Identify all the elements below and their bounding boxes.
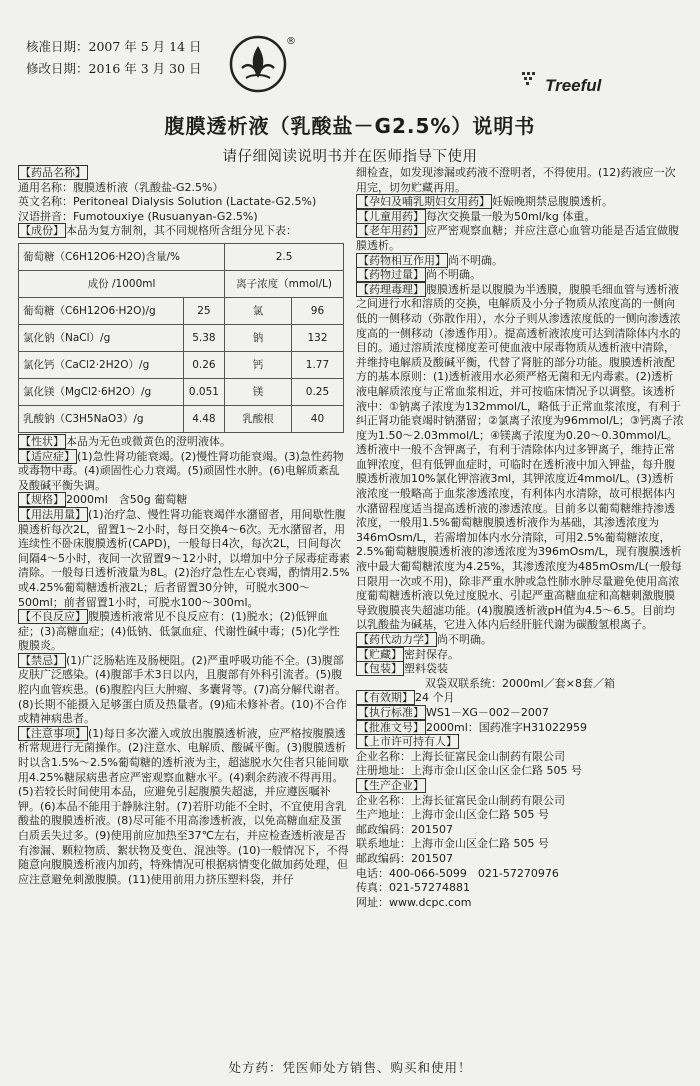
pinyin-name: 汉语拼音：Fumotouxiye (Rusuanyan-G2.5%) [18, 209, 258, 223]
ingredient-amount: 5.38 [183, 324, 224, 351]
storage-heading: 【贮藏】 [358, 647, 402, 661]
holder-address: 注册地址：上海市金山区金山区金仁路 505 号 [356, 764, 582, 778]
manufacturer-name: 企业名称：上海长征富民金山制药有限公司 [356, 793, 565, 807]
standard-text: WS1－XG－002－2007 [426, 705, 549, 719]
pharmacokinetics-text: 尚不明确。 [437, 633, 492, 646]
approval-number-heading: 【批准文号】 [358, 720, 424, 734]
website: 网址：www.dcpc.com [356, 895, 472, 909]
approval-date: 核准日期：2007 年 5 月 14 日 [26, 39, 202, 54]
drug-name-heading: 【药品名称】 [20, 166, 86, 179]
overdose-heading: 【药物过量】 [358, 268, 424, 282]
ion-name: 钙 [225, 351, 292, 378]
fax: 传真：021-57274881 [356, 881, 470, 895]
manufacturer-heading: 【生产企业】 [358, 778, 424, 792]
manufacturer-address: 生产地址：上海市金山区金仁路 505 号 [356, 808, 549, 822]
adverse-text: 腹膜透析液常见不良反应有：(1)脱水；(2)低钾血症；(3)高糖血症；(4)低钠、低氯血症、代谢性碱中毒；(5)化学性腹膜炎。 [18, 610, 340, 653]
left-column [18, 166, 350, 887]
document-title: 腹膜透析液（乳酸盐－G2.5%）说明书 [164, 114, 536, 138]
indications-text: (1)急性肾功能衰竭。(2)慢性肾功能衰竭。(3)急性药物或毒物中毒。(4)顽固性心力衰竭。(5)顽固性水肿。(6)电解质紊乱及酸碱平衡失调。 [18, 449, 344, 492]
ion-concentration: 40 [291, 405, 343, 432]
document-subtitle: 请仔细阅读说明书并在医师指导下使用 [222, 149, 478, 165]
pharmacokinetics-heading: 【药代动力学】 [358, 633, 435, 646]
spec-text: 2000ml 含50g 葡萄糖 [66, 493, 188, 507]
ion-name: 乳酸根 [225, 405, 292, 432]
table-row [19, 351, 344, 378]
ion-concentration: 1.77 [291, 351, 343, 378]
postal-code: 邮政编码：201507 [356, 822, 453, 836]
precautions-continued: 细检查，如发现渗漏或药液不澄明者，不得使用。(12)药液应一次用完，切勿贮藏再用。 [356, 166, 676, 194]
dates-block [26, 36, 202, 80]
usage-heading: 【用法用量】 [20, 507, 86, 521]
holder-name: 企业名称：上海长征富民金山制药有限公司 [356, 749, 565, 763]
english-name: 英文名称：Peritoneal Dialysis Solution (Lactate-G2.5%) [18, 195, 317, 209]
pregnancy-text: 妊娠晚期禁忌腹膜透析。 [492, 195, 613, 209]
table-row [19, 297, 344, 324]
table-row [19, 378, 344, 405]
usage-text: (1)治疗急、慢性肾功能衰竭伴水潴留者，用间歇性腹膜透析每次2L，留置1～2小时，每日交换4～6次。无水潴留者，用连续性不卧床腹膜透析(CAPD)，一般每日4次，每次2L，日间每次间隔4～5小时，夜间一次留置9～12小时，以增加中分子尿毒症毒素清除。一般每日透析液量为8L。(2)治疗急性左心衰竭，酌情用2.5%或4.25%葡萄糖透析液2L；后者留置30分钟，可脱水300～500ml；前者留置1小时，可脱水100～300ml。 [18, 507, 350, 609]
pharmacology-text: 腹膜透析是以腹膜为半透膜，腹膜毛细血管与透析液之间进行水和溶质的交换，电解质及小分子物质从浓度高的一侧向低的一侧移动（弥散作用），水分子则从渗透浓度低的一侧向渗透浓度高的一侧移动（渗透作用）。提高透析液浓度可达到清除体内水的目的。通过溶质浓度梯度差可使血液中尿毒物质从透析液中清除，并维持电解质及酸碱平衡，代替了肾脏的部分功能。腹膜透析液配方的基本原则：(1)透析液用水必须严格无菌和无内毒素。(2)透析液电解质浓度与正常血浆相近，并可按临床情况予以调整。该透析液中：①钠离子浓度为132mmol/L，略低于正常血浆浓度，有利于纠正肾功能衰竭时钠潴留；②氯离子浓度为96mmol/L；③钙离子浓度为1.50～2.03mmol/L；④镁离子浓度为0.20～0.30mmol/L。透析液中一般不含钾离子，有利于清除体内过多钾离子，维持正常血钾浓度，但有低钾血症时，可临时在透析液中加入钾盐，每升腹膜透析液加10%氯化钾溶液3ml，其钾浓度近4mmol/L。(3)透析液浓度一般略高于血浆渗透浓度，有利体内水清除，故可根据体内水潴留程度适当提高透析液的渗透浓度。目前多以葡萄糖维持渗透浓度，一般用1.5%葡萄糖腹膜透析液作为基础，其渗透浓度为346mOsm/L，若需增加体内水分清除，可用2.5%葡萄糖浓度，2.5%葡萄糖腹膜透析液的渗透浓度为396mOsm/L，现有腹膜透析液中最大葡萄糖浓度为4.25%，其渗透浓度为485mOsm/L(一般每日限用一次或不用)，除非严重水肿或急性肺水肿尽量避免使用高浓度葡萄糖透析液以免过度脱水、引起严重高糖血症和高糖刺激腹膜导致腹膜丧失超滤功能。(4)腹膜透析液pH值为4.5～6.5。目前均以乳酸盐为碱基，它进入体内后经肝脏代谢为碳酸氢根离子。 [356, 282, 684, 632]
geriatric-heading: 【老年用药】 [358, 224, 424, 238]
pediatric-heading: 【儿童用药】 [358, 209, 424, 223]
package-heading: 【包装】 [358, 662, 402, 676]
ingredient-name: 氯化钠（NaCl）/g [19, 324, 184, 351]
interactions-heading: 【药物相互作用】 [358, 253, 446, 267]
spec-heading: 【规格】 [20, 493, 64, 507]
package-detail: 双袋双联系统：2000ml／套×8套／箱 [425, 676, 615, 690]
pediatric-text: 每次交换量一般为50ml/kg 体重。 [426, 209, 596, 223]
ingredient-amount: 0.26 [183, 351, 224, 378]
ion-concentration: 96 [291, 297, 343, 324]
phone: 电话：400-066-5099 021-57270976 [356, 866, 559, 880]
precautions-heading: 【注意事项】 [20, 726, 86, 740]
validity-text: 24 个月 [415, 691, 455, 705]
contact-address: 联系地址：上海市金山区金仁路 505 号 [356, 837, 549, 851]
contraindications-text: (1)广泛肠粘连及肠梗阻。(2)严重呼吸功能不全。(3)腹部皮肤广泛感染。(4)腹部手术3日以内，且腹部有外科引流者。(5)腹腔内血管疾患。(6)腹腔内巨大肿瘤、多囊肾等。(7)高分解代谢者。(8)长期不能摄入足够蛋白质及热量者。(9)疝未修补者。(10)不合作或精神病患者。 [18, 653, 347, 726]
contact-postal-code: 邮政编码：201507 [356, 851, 453, 865]
ion-name: 氯 [225, 297, 292, 324]
storage-text: 密封保存。 [404, 647, 459, 661]
interactions-text: 尚不明确。 [448, 253, 503, 267]
ion-col-header: 离子浓度（mmol/L) [225, 270, 344, 297]
ion-name: 镁 [225, 378, 292, 405]
glucose-content-value: 2.5 [225, 243, 344, 270]
overdose-text: 尚不明确。 [426, 268, 481, 282]
character-heading: 【性状】 [20, 434, 64, 448]
table-row [19, 405, 344, 432]
ingredient-amount: 0.051 [183, 378, 224, 405]
ion-name: 钠 [225, 324, 292, 351]
glucose-content-label: 葡萄糖（C6H12O6·H2O)含量/% [19, 243, 225, 270]
validity-heading: 【有效期】 [358, 691, 413, 705]
ingredient-name: 葡萄糖（C6H12O6·H2O)/g [19, 297, 184, 324]
ingredient-name: 乳酸钠（C3H5NaO3）/g [19, 405, 184, 432]
composition-col-header: 成份 /1000ml [19, 270, 225, 297]
ingredient-table [18, 243, 344, 433]
ion-concentration: 132 [291, 324, 343, 351]
ingredient-name: 氯化钙（CaCl2·2H2O）/g [19, 351, 184, 378]
revision-date: 修改日期：2016 年 3 月 30 日 [26, 61, 202, 76]
ingredient-name: 氯化镁（MgCl2·6H2O）/g [19, 378, 184, 405]
generic-name: 通用名称：腹膜透析液（乳酸盐-G2.5%） [18, 180, 224, 194]
ingredient-amount: 25 [183, 297, 224, 324]
indications-heading: 【适应症】 [20, 449, 75, 463]
standard-heading: 【执行标准】 [358, 705, 424, 719]
character-text: 本品为无色或微黄色的澄明液体。 [66, 434, 231, 448]
composition-text: 本品为复方制剂，其不同规格所含组分见下表： [66, 224, 297, 238]
ion-concentration: 0.25 [291, 378, 343, 405]
table-row [19, 324, 344, 351]
treeful-mark-icon [520, 70, 546, 88]
prescription-notice: 处方药：凭医师处方销售、购买和使用！ [228, 1060, 472, 1075]
composition-heading: 【成份】 [20, 224, 64, 238]
right-column [356, 166, 684, 910]
geriatric-text: 应严密观察血糖；并应注意心血管功能是否适宜做腹膜透析。 [356, 224, 679, 252]
company-logo-icon [228, 34, 288, 94]
pharmacology-heading: 【药理毒理】 [358, 282, 424, 296]
ingredient-amount: 4.48 [183, 405, 224, 432]
precautions-text: (1)每日多次灌入或放出腹膜透析液，应严格按腹膜透析常规进行无菌操作。(2)注意水、电解质、酸碱平衡。(3)腹膜透析时以含1.5%～2.5%葡萄糖的透析液为主，超滤脱水欠佳者只能间歇用4.25%糖尿病患者应严密观察血糖水平。(4)剩余药液不得再用。(5)若较长时间使用本品，应避免引起腹膜失超滤，并应遵医嘱补钾。(6)本品不能用于静脉注射。(7)若肝功能不全时，不宜使用含乳酸盐的腹膜透析液。(8)尽可能不用高渗透析液，以免高糖血症及蛋白质丢失过多。(9)使用前应加热至37℃左右，并应检查透析液是否有渗漏、颗粒物质、絮状物及变色、混浊等。(10)一般情况下，不得随意向腹膜透析液内加药，特殊情况可根据病情变化做加药处理，但应注意避免刺激腹膜。(11)使用前用力挤压塑料袋，并仔 [18, 726, 349, 886]
contraindications-heading: 【禁忌】 [20, 653, 64, 667]
brand-name: Treeful [545, 76, 602, 95]
pregnancy-heading: 【孕妇及哺乳期妇女用药】 [358, 195, 490, 209]
approval-number-text: 2000ml：国药准字H31022959 [426, 720, 588, 734]
adverse-heading: 【不良反应】 [20, 610, 86, 624]
package-text: 塑料袋装 [404, 662, 448, 676]
license-holder-heading: 【上市许可持有人】 [358, 735, 457, 749]
registered-mark: ® [286, 36, 296, 47]
